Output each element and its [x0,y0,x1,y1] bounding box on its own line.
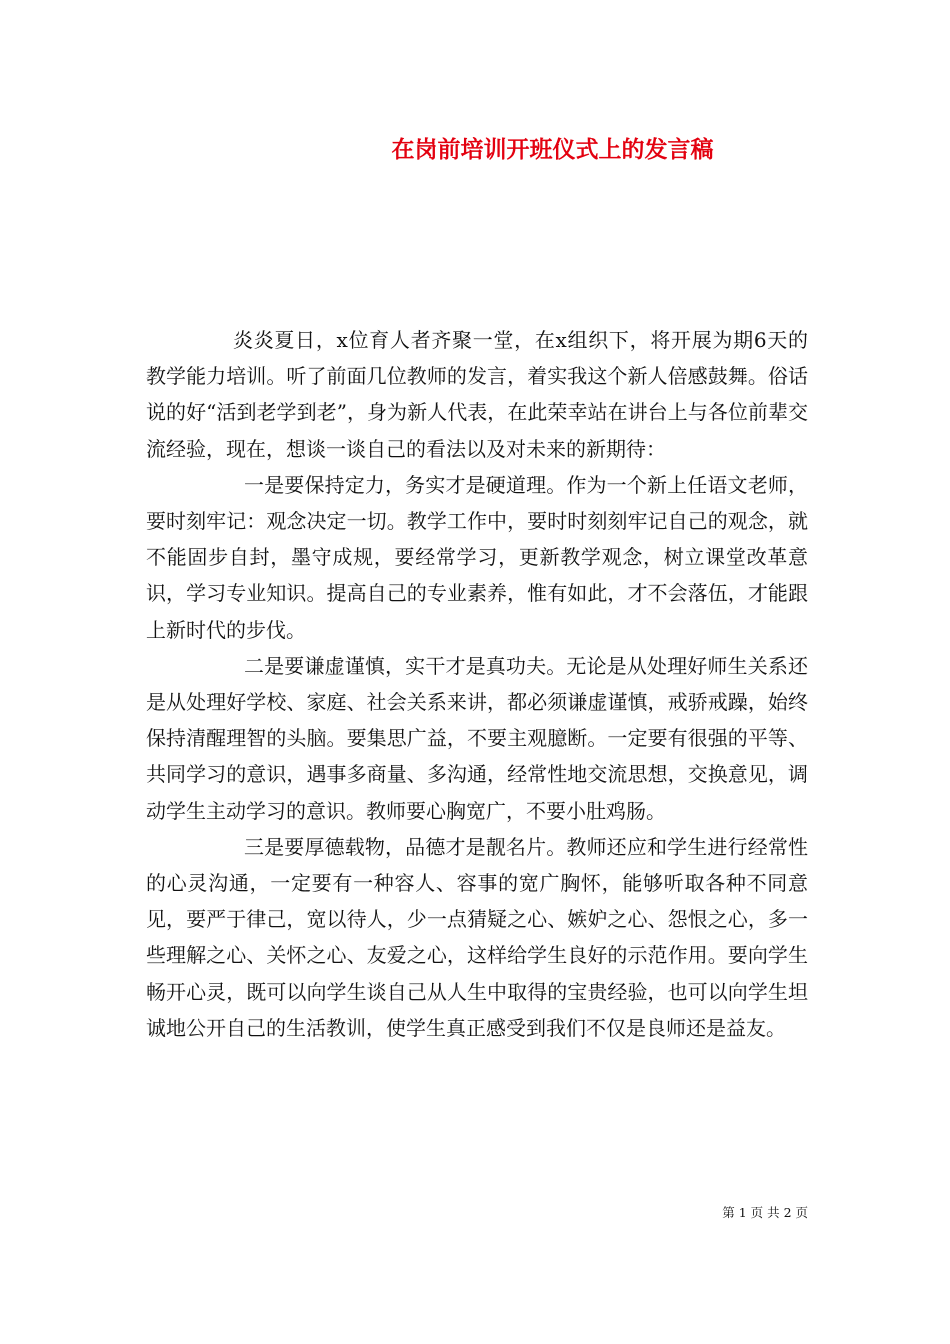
document-body [146,322,808,1046]
paragraph-point-one: 一是要保持定力，务实才是硬道理。作为一个新上任语文老师，要时刻牢记：观念决定一切。教学工作中，要时时刻刻牢记自己的观念，就不能固步自封，墨守成规，要经常学习，更新教学观念，树立课堂改革意识，学习专业知识。提高自己的专业素养，惟有如此，才不会落伍，才能跟上新时代的步伐。 [146,472,808,642]
page-number-footer: 第 1 页 共 2 页 [722,1205,808,1220]
paragraph-point-two: 二是要谦虚谨慎，实干才是真功夫。无论是从处理好师生关系还是从处理好学校、家庭、社会关系来讲，都必须谦虚谨慎，戒骄戒躁，始终保持清醒理智的头脑。要集思广益，不要主观臆断。一定要有很强的平等、共同学习的意识，遇事多商量、多沟通，经常性地交流思想，交换意见，调动学生主动学习的意识。教师要心胸宽广，不要小肚鸡肠。 [146,653,808,823]
paragraph-intro: 炎炎夏日，x位育人者齐聚一堂，在x组织下，将开展为期6天的教学能力培训。听了前面几位教师的发言，着实我这个新人倍感鼓舞。俗话说的好“活到老学到老”，身为新人代表，在此荣幸站在讲台上与各位前辈交流经验，现在，想谈一谈自己的看法以及对未来的新期待： [146,328,808,461]
document-title: 在岗前培训开班仪式上的发言稿 [391,136,714,163]
paragraph-point-three: 三是要厚德载物，品德才是靓名片。教师还应和学生进行经常性的心灵沟通，一定要有一种容人、容事的宽广胸怀，能够听取各种不同意见，要严于律己，宽以待人，少一点猜疑之心、嫉妒之心、怨恨之心，多一些理解之心、关怀之心、友爱之心，这样给学生良好的示范作用。要向学生畅开心灵，既可以向学生谈自己从人生中取得的宝贵经验，也可以向学生坦诚地公开自己的生活教训，使学生真正感受到我们不仅是良师还是益友。 [146,834,808,1040]
